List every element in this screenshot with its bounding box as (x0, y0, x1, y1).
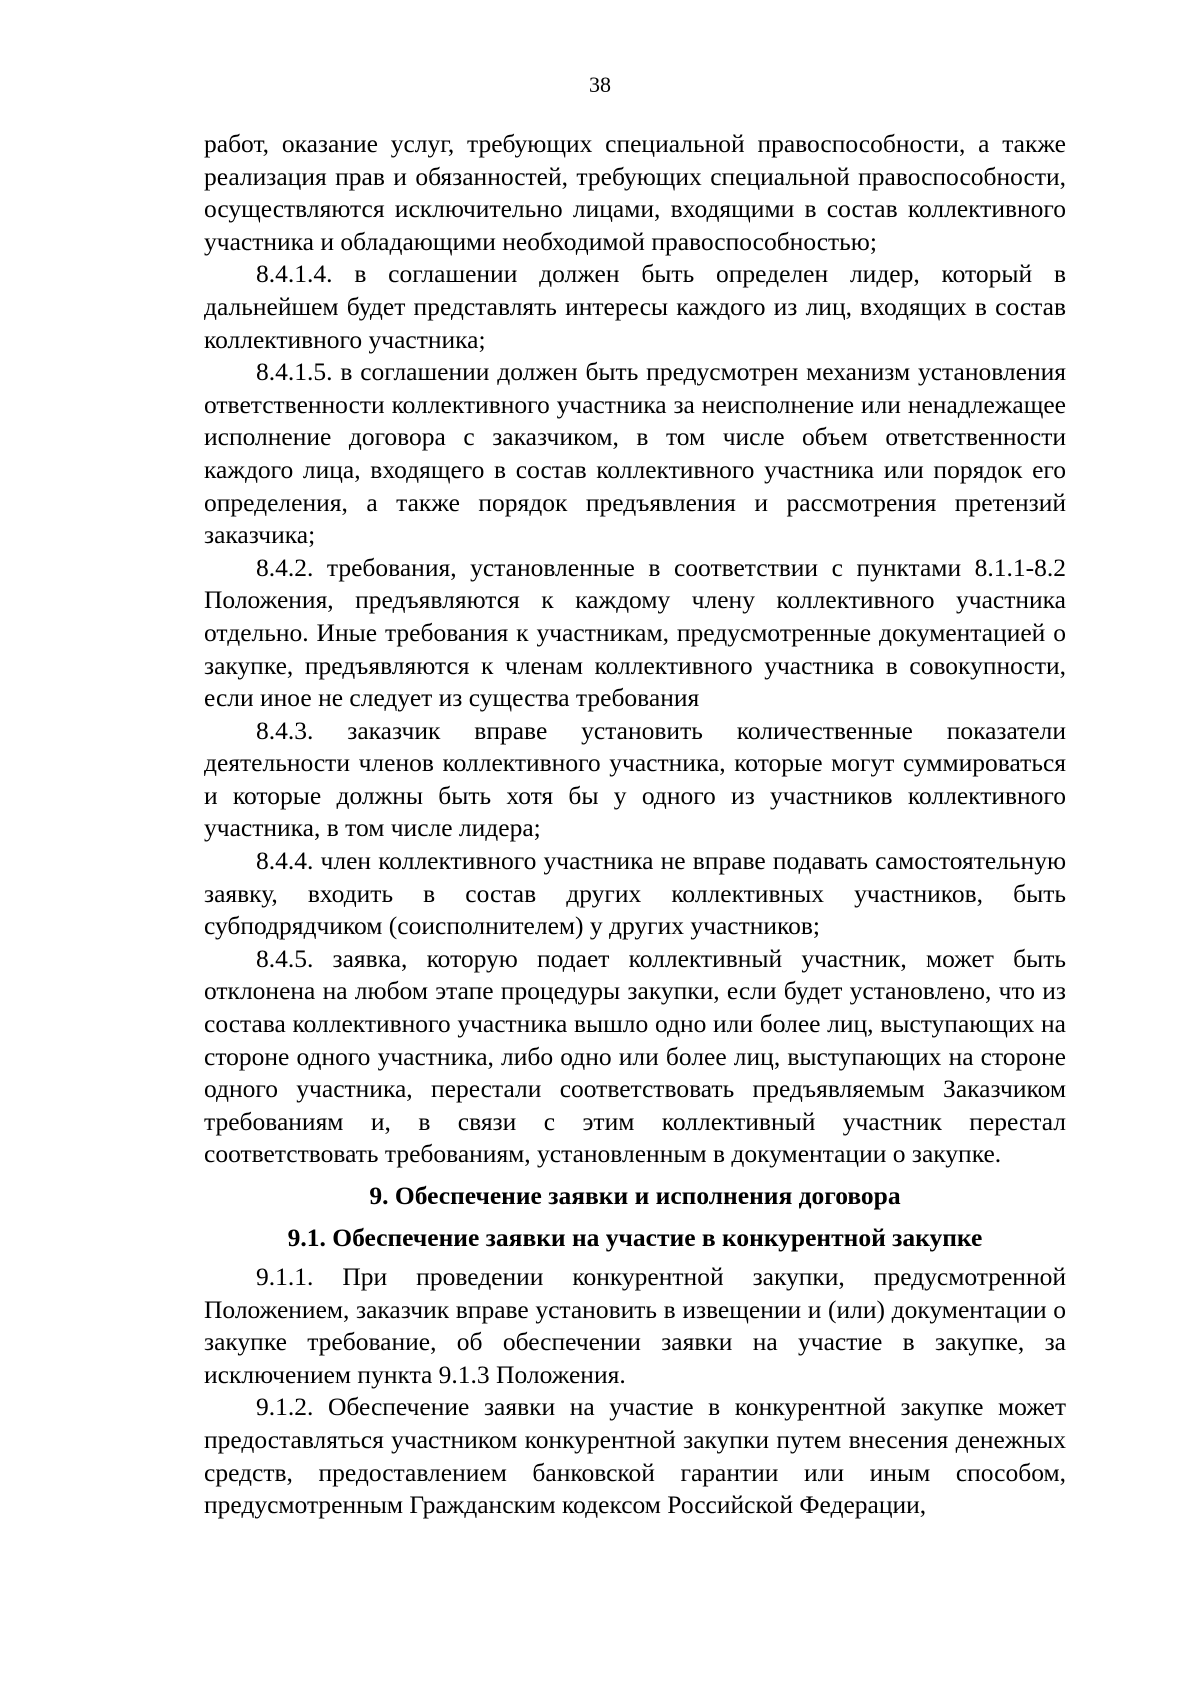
paragraph: 8.4.4. член коллективного участника не вправе подавать самостоятельную заявку, входить в состав других коллективных участников, быть субподрядчиком (соисполнителем) у других участников; (204, 846, 1066, 941)
page-content (204, 128, 1066, 1522)
paragraph: 9.1.2. Обеспечение заявки на участие в конкурентной закупке может предоставляться участником конкурентной закупки путем внесения денежных средств, предоставлением банковской гарантии или иным способом, предусмотренным Гражданским кодексом Российской Федерации, (204, 1392, 1066, 1520)
page-number: 38 (589, 72, 611, 97)
subsection-heading: 9.1. Обеспечение заявки на участие в конкурентной закупке (287, 1223, 983, 1252)
paragraph: работ, оказание услуг, требующих специальной правоспособности, а также реализация прав и обязанностей, требующих специальной правоспособности, осуществляются исключительно лицами, входящими в состав коллективного участника и обладающими необходимой правоспособностью; (204, 129, 1066, 256)
paragraph: 9.1.1. При проведении конкурентной закупки, предусмотренной Положением, заказчик вправе установить в извещении и (или) документации о закупке требование, об обеспечении заявки на участие в закупке, за исключением пункта 9.1.3 Положения. (204, 1262, 1066, 1389)
paragraph: 8.4.1.5. в соглашении должен быть предусмотрен механизм установления ответственности коллективного участника за неисполнение или ненадлежащее исполнение договора с заказчиком, в том числе объем ответственности каждого лица, входящего в состав коллективного участника или порядок его определения, а также порядок предъявления и рассмотрения претензий заказчика; (204, 357, 1066, 550)
paragraph: 8.4.2. требования, установленные в соответствии с пунктами 8.1.1-8.2 Положения, предъявляются к каждому члену коллективного участника отдельно. Иные требования к участникам, предусмотренные документацией о закупке, предъявляются к членам коллективного участника в совокупности, если иное не следует из существа требования (204, 552, 1066, 713)
section-heading: 9. Обеспечение заявки и исполнения договора (369, 1181, 901, 1210)
paragraph: 8.4.3. заказчик вправе установить количественные показатели деятельности членов коллективного участника, которые могут суммироваться и которые должны быть хотя бы у одного из участников коллективного участника, в том числе лидера; (204, 715, 1066, 843)
paragraph: 8.4.5. заявка, которую подает коллективный участник, может быть отклонена на любом этапе процедуры закупки, если будет установлено, что из состава коллективного участника вышло одно или более лиц, выступающих на стороне одного участника, либо одно или более лиц, выступающих на стороне одного участника, перестали соответствовать предъявляемым Заказчиком требованиям и, в связи с этим коллективный участник перестал соответствовать требованиям, установленным в документации о закупке. (204, 943, 1066, 1169)
paragraph: 8.4.1.4. в соглашении должен быть определен лидер, который в дальнейшем будет представлять интересы каждого из лиц, входящих в состав коллективного участника; (204, 259, 1066, 354)
